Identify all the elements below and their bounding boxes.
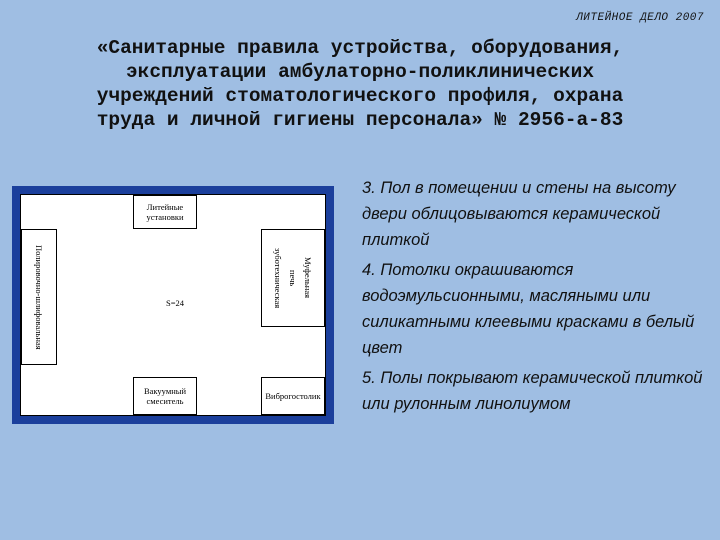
room-label: печь [288, 269, 298, 287]
rules-list [362, 175, 714, 421]
room-muffle-furnace [261, 229, 325, 327]
room-casting-units [133, 195, 197, 229]
rule-item: 4. Потолки окрашиваются водоэмульсионными, масляными или силикатными клеевыми красками в белый цвет [362, 261, 695, 357]
slide-title [10, 36, 710, 132]
title-line: «Санитарные правила устройства, оборудования, [96, 37, 624, 59]
room-label: Виброгостолик [265, 391, 321, 401]
rule-item: 5. Полы покрывают керамической плиткой или рулонным линолиумом [362, 369, 703, 413]
room-label: Вакуумный смеситель [143, 386, 187, 406]
room-label: Муфельная [303, 257, 313, 299]
title-line: труда и личной гигиены персонала» № 2956-а-83 [96, 109, 624, 131]
room-label: Литейные установки [146, 202, 184, 222]
header-note: ЛИТЕЙНОЕ ДЕЛО 2007 [576, 12, 704, 24]
title-line: учреждений стоматологического профиля, охрана [96, 85, 624, 107]
floor-plan [20, 194, 326, 416]
room-vibro-table [261, 377, 325, 415]
room-polishing [21, 229, 57, 365]
rule-item: 3. Пол в помещении и стены на высоту двери облицовываются керамической плиткой [362, 179, 676, 249]
room-area: S=24 [166, 298, 185, 308]
title-line: эксплуатации амбулаторно-поликлинических [125, 61, 595, 83]
room-label: зуботехническая [273, 247, 283, 309]
floor-plan-frame [12, 186, 334, 424]
room-vacuum-mixer [133, 377, 197, 415]
room-label: Полировочно-шлифовальная [34, 244, 44, 350]
